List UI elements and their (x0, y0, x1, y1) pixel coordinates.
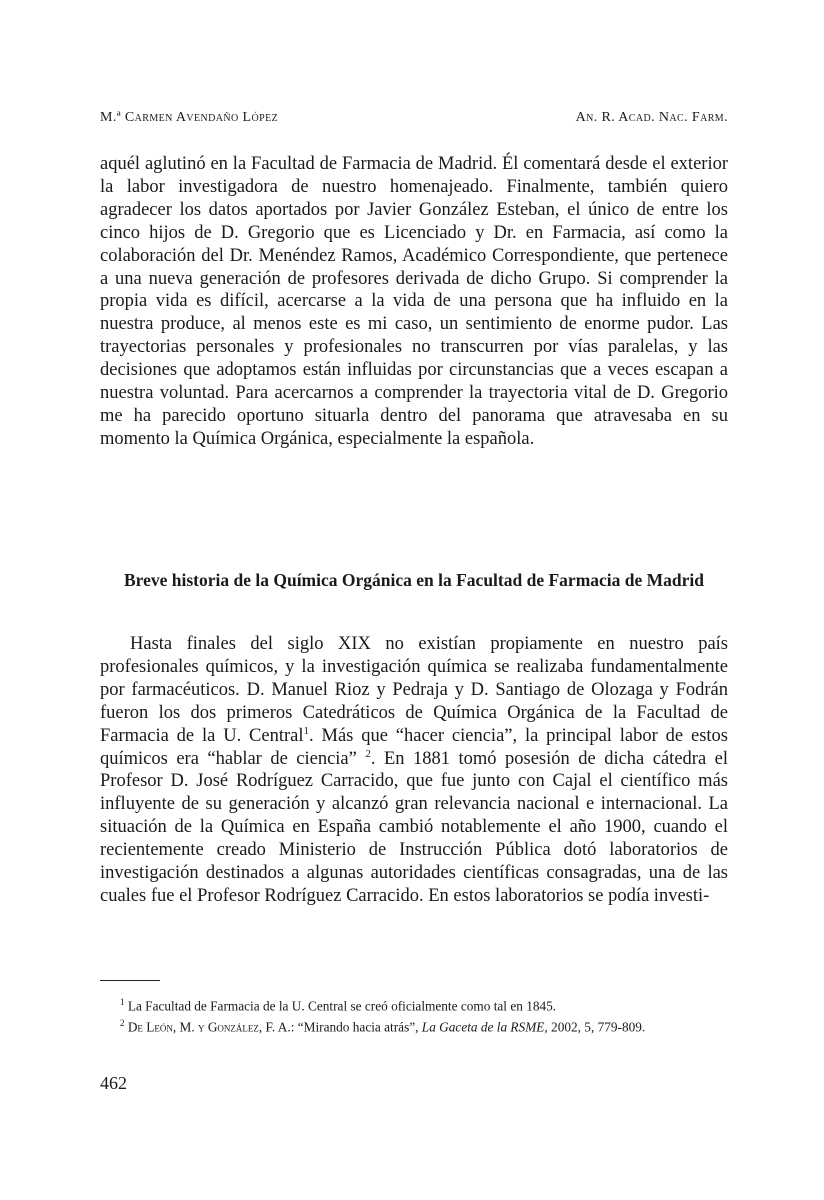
paragraph-history-part2: . Más que “hacer ciencia”, la principal labor de estos químicos era “hablar de ciencia” (100, 725, 728, 769)
footnote-2-authors: De León, M. y González, F. A.: (127, 1019, 295, 1035)
section-heading: Breve historia de la Química Orgánica en la Facultad de Farmacia de Madrid (123, 570, 705, 590)
paragraph-history (100, 633, 728, 908)
footnote-1 (100, 994, 728, 1015)
footnote-divider (100, 980, 160, 981)
footnote-2-title: “Mirando hacia atrás”, (294, 1019, 422, 1035)
running-head-journal: An. R. Acad. Nac. Farm. (575, 110, 728, 125)
footnote-ref-2[interactable]: 2 (365, 747, 371, 760)
footnote-2 (100, 1015, 728, 1036)
footnote-1-text: La Facultad de Farmacia de la U. Central se creó oficialmente como tal en 1845. (127, 998, 557, 1014)
paragraph-history-part1: Hasta finales del siglo XIX no existían propiamente en nuestro país profesionales químicos, y la investigación química se realizaba fundamentalmente por farmacéuticos. D. Manuel Rioz y Pedraja y D. Santiago de Olozaga y Fodrán fueron los dos primeros Catedráticos de Química Orgánica de la Facultad de Farmacia de la U. Central (100, 634, 728, 746)
footnote-2-journal: La Gaceta de la RSME, (421, 1019, 548, 1035)
paragraph-history-part3: . En 1881 tomó posesión de dicha cátedra el Profesor D. José Rodríguez Carracido, que fue junto con Cajal el científico más influyente de su generación y alcanzó gran relevancia nacional e internacional. La situación de la Química en España cambió notablemente el año 1900, cuando el recientemente creado Ministerio de Instrucción Pública dotó laboratorios de investigación destinados a algunas autoridades científicas consagradas, una de las cuales fue el Profesor Rodríguez Carracido. En estos laboratorios se podía investi- (100, 748, 728, 906)
footnote-2-details: 2002, 5, 779-809. (547, 1019, 646, 1035)
footnote-1-number: 1 (120, 997, 125, 1007)
running-head (100, 110, 728, 126)
running-head-author: M.ª Carmen Avendaño López (100, 110, 279, 125)
paragraph-intro: aquél aglutinó en la Facultad de Farmacia de Madrid. Él comentará desde el exterior la labor investigadora de nuestro homenajeado. Finalmente, también quiero agradecer los datos aportados por Javier González Esteban, el único de entre los cinco hijos de D. Gregorio que es Licenciado y Dr. en Farmacia, así como la colaboración del Dr. Menéndez Ramos, Académico Correspondiente, que pertenece a una nueva generación de profesores derivada de dicho Grupo. Si comprender la propia vida es difícil, acercarse a la vida de una persona que ha influido en la nuestra produce, al menos este es mi caso, un sentimiento de enorme pudor. Las trayectorias personales y profesionales no transcurren por vías paralelas, y las decisiones que adoptamos están influidas por circunstancias que a veces escapan a nuestra voluntad. Para acercarnos a comprender la trayectoria vital de D. Gregorio me ha parecido oportuno situarla dentro del panorama que atravesaba en su momento la Química Orgánica, especialmente la española. (100, 154, 728, 449)
footnotes (100, 994, 728, 1036)
footnote-ref-1[interactable]: 1 (303, 724, 310, 737)
footnote-2-number: 2 (120, 1017, 125, 1028)
page-number: 462 (100, 1073, 127, 1093)
